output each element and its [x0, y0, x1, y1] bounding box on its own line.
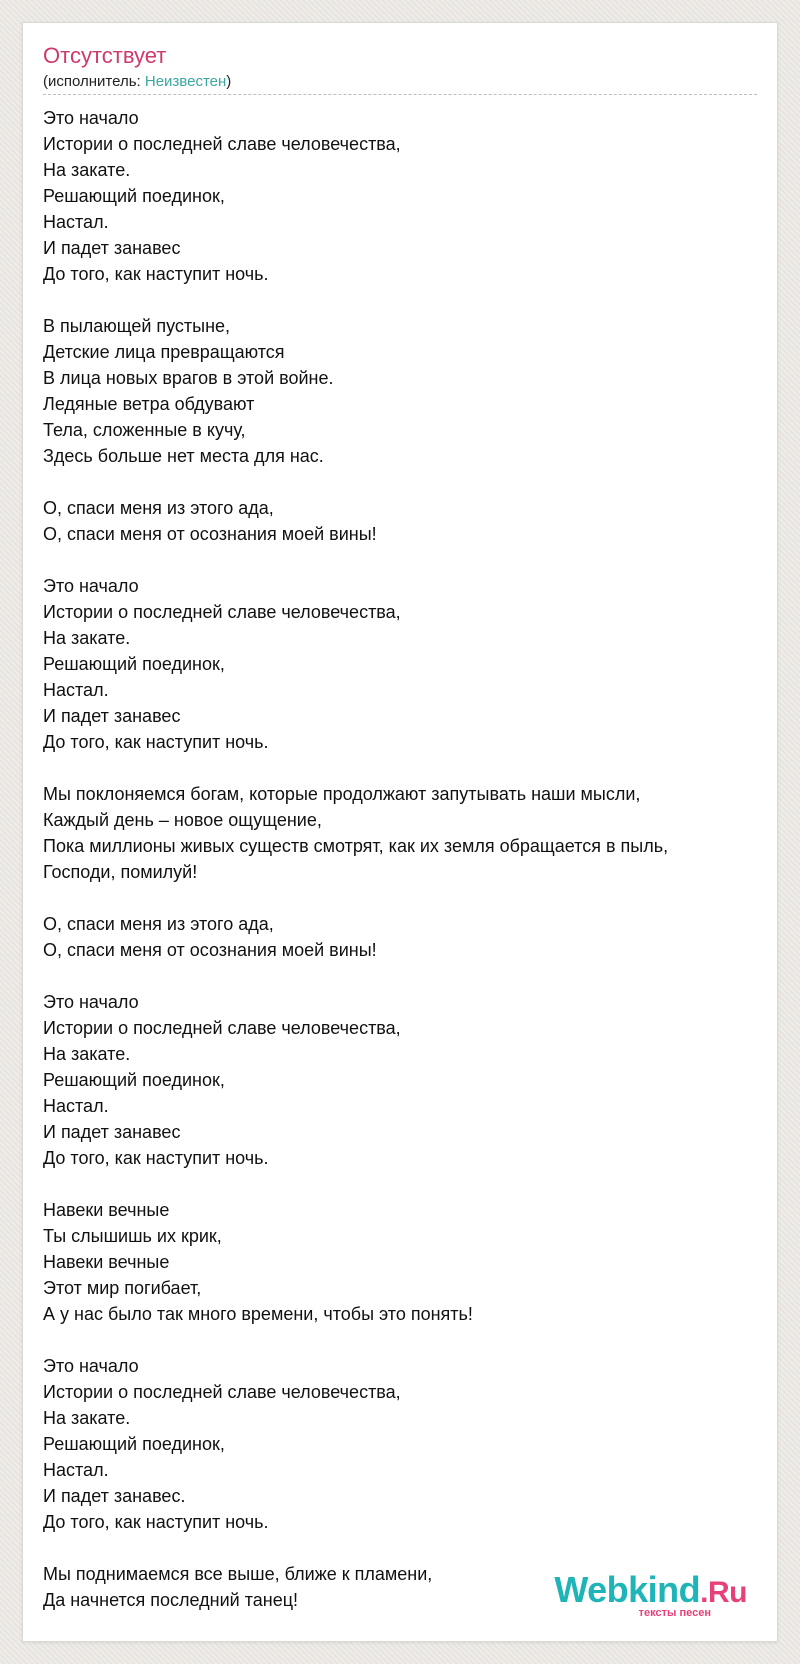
lyric-line: О, спаси меня от осознания моей вины!	[43, 940, 377, 960]
lyric-line: В пылающей пустыне,	[43, 316, 231, 336]
lyric-line: Настал.	[43, 212, 109, 232]
lyric-line: Это начало	[43, 1356, 139, 1376]
lyric-line: Тела, сложенные в кучу,	[43, 420, 246, 440]
lyric-line: Навеки вечные	[43, 1252, 170, 1272]
stanza-break	[43, 469, 759, 495]
lyric-line: Это начало	[43, 992, 139, 1012]
lyric-line: Этот мир погибает,	[43, 1278, 202, 1298]
lyric-line: Истории о последней славе человечества,	[43, 1018, 401, 1038]
stanza-break	[43, 547, 759, 573]
lyric-line: Истории о последней славе человечества,	[43, 134, 401, 154]
lyric-line: Ты слышишь их крик,	[43, 1226, 222, 1246]
stanza-break	[43, 1327, 759, 1353]
lyric-line: Настал.	[43, 680, 109, 700]
lyric-line: Здесь больше нет места для нас.	[43, 446, 324, 466]
lyric-line: И падет занавес	[43, 238, 181, 258]
lyric-line: О, спаси меня из этого ада,	[43, 498, 274, 518]
lyric-line: На закате.	[43, 628, 131, 648]
lyric-line: О, спаси меня из этого ада,	[43, 914, 274, 934]
lyric-line: Господи, помилуй!	[43, 862, 198, 882]
logo-tld: Ru	[708, 1576, 747, 1609]
stanza-break	[43, 885, 759, 911]
artist-link[interactable]: Неизвестен	[144, 73, 227, 90]
logo-tagline: тексты песен	[638, 1607, 711, 1619]
lyric-line: Истории о последней славе человечества,	[43, 1382, 401, 1402]
lyric-line: До того, как наступит ночь.	[43, 732, 269, 752]
lyric-line: И падет занавес	[43, 1122, 181, 1142]
lyric-line: На закате.	[43, 1408, 131, 1428]
lyric-line: Да начнется последний танец!	[43, 1590, 299, 1610]
lyric-line: Пока миллионы живых существ смотрят, как их земля обращается в пыль,	[43, 836, 669, 856]
lyric-line: До того, как наступит ночь.	[43, 1512, 269, 1532]
logo-wordmark	[554, 1569, 747, 1611]
lyric-line: И падет занавес.	[43, 1486, 186, 1506]
lyric-line: Настал.	[43, 1460, 109, 1480]
artist-suffix: )	[226, 73, 232, 90]
song-title: Отсутствует	[43, 43, 167, 68]
lyric-line: Мы поклоняемся богам, которые продолжают запутывать наши мысли,	[43, 784, 641, 804]
lyric-line: Решающий поединок,	[43, 1070, 225, 1090]
stanza-break	[43, 963, 759, 989]
lyric-line: Истории о последней славе человечества,	[43, 602, 401, 622]
artist-prefix: (исполнитель:	[43, 73, 145, 90]
lyric-line: Мы поднимаемся все выше, ближе к пламени,	[43, 1564, 433, 1584]
artist-line	[43, 73, 231, 91]
lyrics-card	[22, 22, 778, 1642]
lyric-line: На закате.	[43, 1044, 131, 1064]
logo-brand: Webkind	[554, 1569, 701, 1610]
lyric-line: До того, как наступит ночь.	[43, 264, 269, 284]
lyric-line: И падет занавес	[43, 706, 181, 726]
lyric-line: До того, как наступит ночь.	[43, 1148, 269, 1168]
lyric-line: Ледяные ветра обдувают	[43, 394, 255, 414]
lyric-line: А у нас было так много времени, чтобы это понять!	[43, 1304, 473, 1324]
lyric-line: Детские лица превращаются	[43, 342, 285, 362]
stanza-break	[43, 1171, 759, 1197]
title-divider	[43, 94, 757, 95]
lyrics-text	[43, 105, 759, 1613]
lyric-line: О, спаси меня от осознания моей вины!	[43, 524, 377, 544]
lyric-line: Решающий поединок,	[43, 1434, 225, 1454]
stanza-break	[43, 1535, 759, 1561]
lyric-line: Это начало	[43, 108, 139, 128]
lyric-line: В лица новых врагов в этой войне.	[43, 368, 334, 388]
lyric-line: Решающий поединок,	[43, 654, 225, 674]
logo-dot: .	[700, 1576, 708, 1609]
webkind-logo[interactable]	[554, 1569, 747, 1619]
lyric-line: На закате.	[43, 160, 131, 180]
stanza-break	[43, 287, 759, 313]
lyric-line: Каждый день – новое ощущение,	[43, 810, 322, 830]
stanza-break	[43, 755, 759, 781]
lyric-line: Навеки вечные	[43, 1200, 170, 1220]
lyric-line: Настал.	[43, 1096, 109, 1116]
lyric-line: Это начало	[43, 576, 139, 596]
lyric-line: Решающий поединок,	[43, 186, 225, 206]
